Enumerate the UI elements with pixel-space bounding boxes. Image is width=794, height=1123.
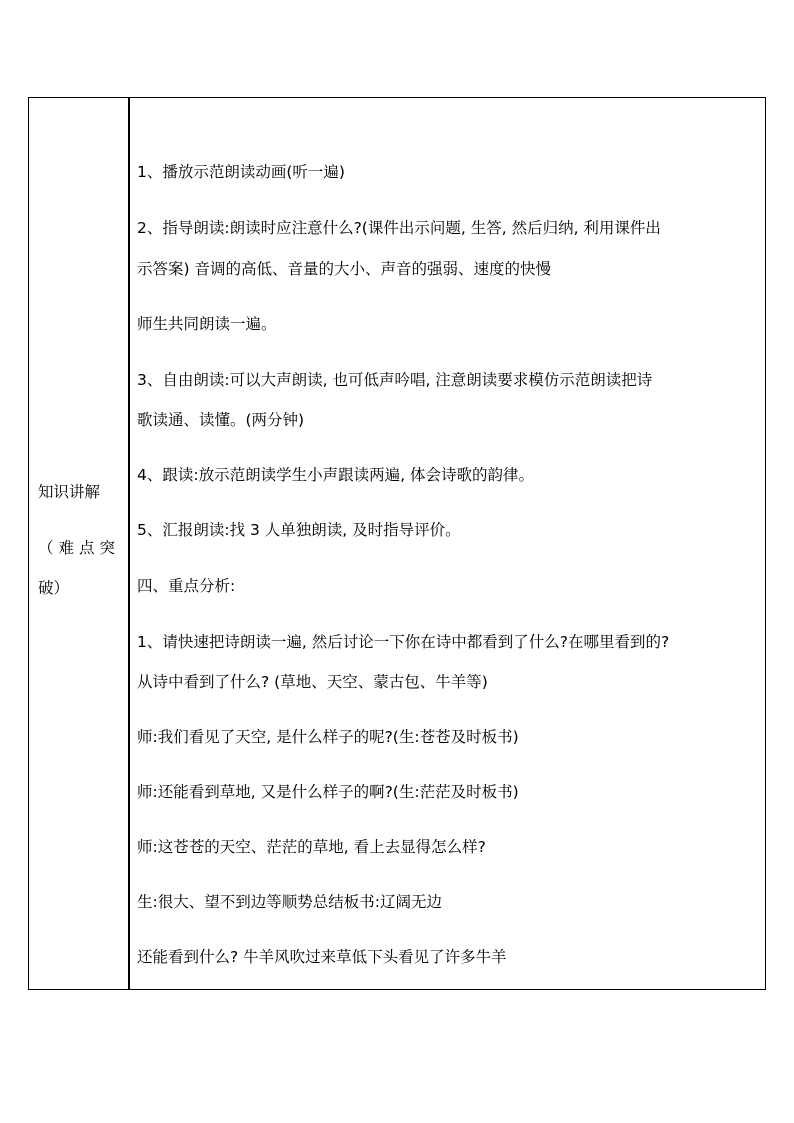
content-line-guided-reading-answer: 示答案) 音调的高低、音量的大小、声音的强弱、速度的快慢 bbox=[137, 260, 551, 278]
content-line-sky: 师:我们看见了天空, 是什么样子的呢?(生:苍苍及时板书) bbox=[137, 728, 519, 746]
section-label-line2: （难点突 bbox=[38, 539, 121, 557]
column-divider bbox=[128, 97, 130, 990]
section-label-line1: 知识讲解 bbox=[38, 483, 101, 501]
content-line-guided-reading: 2、指导朗读:朗读时应注意什么?(课件出示问题, 生答, 然后归纳, 利用课件出 bbox=[137, 219, 661, 237]
content-line-follow-reading: 4、跟读:放示范朗读学生小声跟读两遍, 体会诗歌的韵律。 bbox=[137, 466, 534, 484]
content-line-discussion: 1、请快速把诗朗读一遍, 然后讨论一下你在诗中都看到了什么?在哪里看到的? bbox=[137, 633, 670, 651]
content-line-report-reading: 5、汇报朗读:找 3 人单独朗读, 及时指导评价。 bbox=[137, 521, 461, 539]
content-line-key-analysis-heading: 四、重点分析: bbox=[137, 577, 236, 595]
content-line-read-together: 师生共同朗读一遍。 bbox=[137, 315, 277, 333]
content-line-discussion-cont: 从诗中看到了什么? (草地、天空、蒙古包、牛羊等) bbox=[137, 673, 488, 691]
content-line-cattle-sheep: 还能看到什么? 牛羊风吹过来草低下头看见了许多牛羊 bbox=[137, 948, 507, 966]
content-line-how-it-looks: 师:这苍苍的天空、茫茫的草地, 看上去显得怎么样? bbox=[137, 838, 486, 856]
content-line-play-demo: 1、播放示范朗读动画(听一遍) bbox=[137, 163, 345, 181]
content-line-vast-boundless: 生:很大、望不到边等顺势总结板书:辽阔无边 bbox=[137, 893, 442, 911]
section-label-line3: 破） bbox=[38, 579, 70, 597]
content-line-free-reading: 3、自由朗读:可以大声朗读, 也可低声吟唱, 注意朗读要求模仿示范朗读把诗 bbox=[137, 371, 653, 389]
content-line-grassland: 师:还能看到草地, 又是什么样子的啊?(生:茫茫及时板书) bbox=[137, 783, 519, 801]
content-line-free-reading-cont: 歌读通、读懂。(两分钟) bbox=[137, 411, 305, 429]
